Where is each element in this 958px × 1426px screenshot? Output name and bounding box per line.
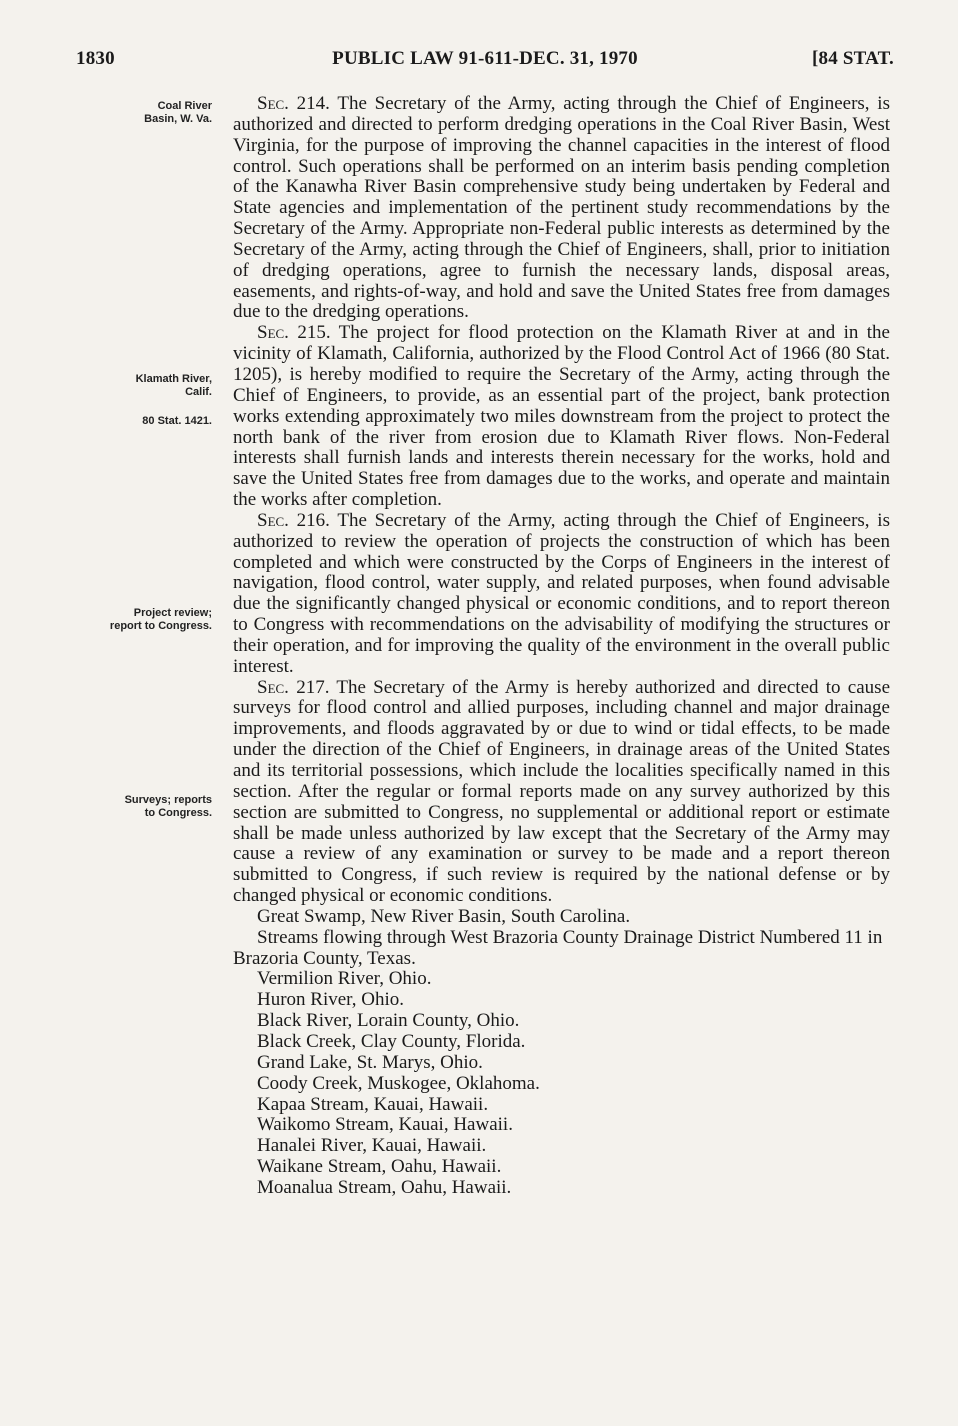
locality-item: Black River, Lorain County, Ohio. bbox=[257, 1010, 520, 1032]
section-217 bbox=[233, 678, 890, 907]
section-text: The Secretary of the Army is hereby authorized and directed to cause surveys for flood control and allied purposes, including channel and major drainage improvements, and floods aggravated by or due to wind or tidal effects, to be made under the direction of the Chief of Engineers, in drainage areas of the United States and its territorial possessions, which include the localities specifically named in this section. After the regular or formal reports made on any survey authorized by this section are submitted to Congress, no supplemental or additional report or estimate shall be made unless authorized by law except that the Secretary of the Army may cause a review of any examination or survey to be made and a report thereon submitted to Congress, if such review is required by the national defense or by changed physical or economic conditions. bbox=[233, 676, 890, 907]
locality-item: Hanalei River, Kauai, Hawaii. bbox=[257, 1135, 487, 1157]
locality-item: Grand Lake, St. Marys, Ohio. bbox=[257, 1051, 483, 1073]
section-label: Sec. 217. bbox=[257, 676, 330, 698]
margin-note-surveys: Surveys; reports to Congress. bbox=[124, 794, 212, 819]
locality-item: Kapaa Stream, Kauai, Hawaii. bbox=[257, 1093, 489, 1115]
margin-note-stat-citation: 80 Stat. 1421. bbox=[142, 415, 212, 427]
locality-item: Black Creek, Clay County, Florida. bbox=[257, 1030, 526, 1052]
section-215 bbox=[233, 323, 890, 511]
locality-item: Huron River, Ohio. bbox=[257, 989, 404, 1011]
margin-note-project-review: Project review; report to Congress. bbox=[109, 607, 212, 632]
section-label: Sec. 215. bbox=[257, 322, 331, 344]
locality-item: Vermilion River, Ohio. bbox=[257, 968, 432, 990]
section-text: The project for flood protection on the Klamath River at and in the vicinity of Klamath, California, authorized by the Flood Control Act of 1966 (80 Stat. 1205), is hereby modified to require the Secretary of the Army, acting through the Chief of Engineers, to provide, as an essential part of the project, bank protection works extending approximately two miles downstream from the project to protect the north bank of the river from erosion due to Klamath River flows. Non-Federal interests shall furnish lands and interests therein necessary for the works, hold and save the United States free from damages due to the works, and operate and maintain the works after completion. bbox=[233, 322, 890, 511]
section-text: The Secretary of the Army, acting through the Chief of Engineers, is authorized to review the operation of projects the construction of which has been completed and which were constructed by the Corps of Engineers in the interest of navigation, flood control, water supply, and related purposes, when found advisable due the significantly changed physical or economic conditions, and to report thereon to Congress with recommendations on the advisability of modifying the structures or their operation, and for improving the quality of the environment in the overall public interest. bbox=[233, 509, 890, 677]
locality-item: Waikomo Stream, Kauai, Hawaii. bbox=[257, 1114, 513, 1136]
section-216 bbox=[233, 511, 890, 678]
page-header bbox=[76, 48, 894, 78]
page-number: 1830 bbox=[76, 48, 115, 69]
margin-note-klamath-river: Klamath River, Calif. bbox=[135, 373, 212, 398]
localities-list bbox=[233, 907, 890, 1199]
locality-item: Great Swamp, New River Basin, South Carolina. bbox=[257, 905, 631, 927]
locality-item: Streams flowing through West Brazoria County Drainage District Numbered 11 in Brazoria County, Texas. bbox=[233, 926, 883, 969]
locality-item: Waikane Stream, Oahu, Hawaii. bbox=[257, 1156, 502, 1178]
section-text: The Secretary of the Army, acting through the Chief of Engineers, is authorized and directed to perform dredging operations in the Coal River Basin, West Virginia, for the purpose of improving the channel capacities in the interest of flood control. Such operations shall be performed on an interim basis pending completion of the Kanawha River Basin comprehensive study being undertaken by Federal and State agencies and implementation of the pertinent study recommendations by the Secretary of the Army. Appropriate non-Federal public interests as determined by the Secretary of the Army, acting through the Chief of Engineers, shall, prior to initiation of dredging operations, agree to furnish the necessary lands, disposal areas, easements, and rights-of-way, and hold and save the United States free from damages due to the dredging operations. bbox=[233, 93, 890, 323]
locality-item: Coody Creek, Muskogee, Oklahoma. bbox=[257, 1072, 540, 1094]
statute-reference: [84 STAT. bbox=[811, 48, 894, 69]
section-214 bbox=[233, 94, 890, 323]
locality-item: Moanalua Stream, Oahu, Hawaii. bbox=[257, 1176, 512, 1198]
section-label: Sec. 216. bbox=[257, 509, 330, 531]
page-title: PUBLIC LAW 91-611-DEC. 31, 1970 bbox=[332, 48, 638, 69]
section-label: Sec. 214. bbox=[257, 93, 330, 114]
body-text bbox=[233, 94, 890, 1199]
margin-note-coal-river: Coal River Basin, W. Va. bbox=[144, 100, 212, 125]
